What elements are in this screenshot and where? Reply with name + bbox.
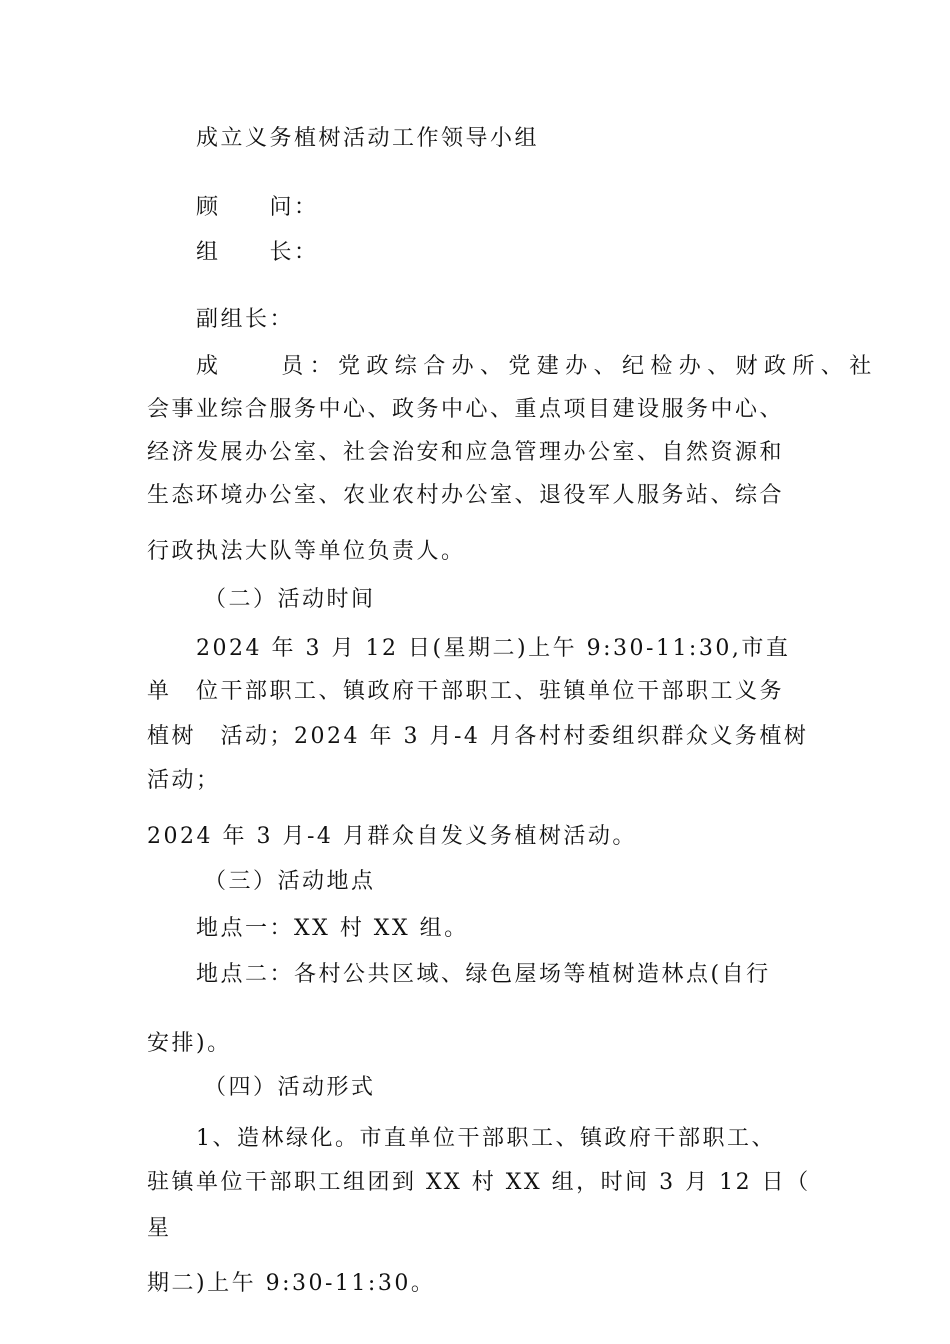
activity-time-line-2: 单 位干部职工、镇政府干部职工、驻镇单位干部职工义务 — [147, 679, 785, 704]
section-heading-activity-location: （三）活动地点 — [204, 869, 376, 894]
activity-time-line-4: 活动； — [147, 768, 221, 793]
location-one-line: 地点一：XX 村 XX 组。 — [196, 916, 469, 941]
section-heading-activity-form: （四）活动形式 — [204, 1075, 376, 1100]
section-heading-leadership-group: 成立义务植树活动工作领导小组 — [196, 126, 540, 151]
activity-form-line-1: 1、造林绿化。市直单位干部职工、镇政府干部职工、 — [196, 1126, 776, 1151]
members-line-4: 生态环境办公室、农业农村办公室、退役军人服务站、综合 — [147, 483, 785, 508]
advisor-line: 顾 问： — [196, 195, 319, 220]
deputy-leader-line: 副组长： — [196, 307, 295, 332]
activity-form-line-3: 星 — [147, 1216, 172, 1241]
activity-time-line-5: 2024 年 3 月-4 月群众自发义务植树活动。 — [147, 824, 637, 849]
activity-time-line-3: 植树 活动；2024 年 3 月-4 月各村村委组织群众义务植树 — [147, 724, 809, 749]
members-line-5: 行政执法大队等单位负责人。 — [147, 539, 466, 564]
location-two-line-1: 地点二：各村公共区域、绿色屋场等植树造林点(自行 — [196, 962, 771, 987]
location-two-line-2: 安排)。 — [147, 1031, 232, 1056]
activity-form-line-2: 驻镇单位干部职工组团到 XX 村 XX 组，时间 3 月 12 日（ — [147, 1170, 811, 1195]
members-line-3: 经济发展办公室、社会治安和应急管理办公室、自然资源和 — [147, 440, 785, 465]
team-leader-line: 组 长： — [196, 240, 319, 265]
activity-form-line-4: 期二)上午 9:30-11:30。 — [147, 1271, 436, 1296]
activity-time-line-1: 2024 年 3 月 12 日(星期二)上午 9:30-11:30,市直 — [196, 636, 791, 661]
section-heading-activity-time: （二）活动时间 — [204, 587, 376, 612]
members-line-1: 成 员：党政综合办、党建办、纪检办、财政所、社 — [196, 354, 878, 379]
members-line-2: 会事业综合服务中心、政务中心、重点项目建设服务中心、 — [147, 397, 785, 422]
